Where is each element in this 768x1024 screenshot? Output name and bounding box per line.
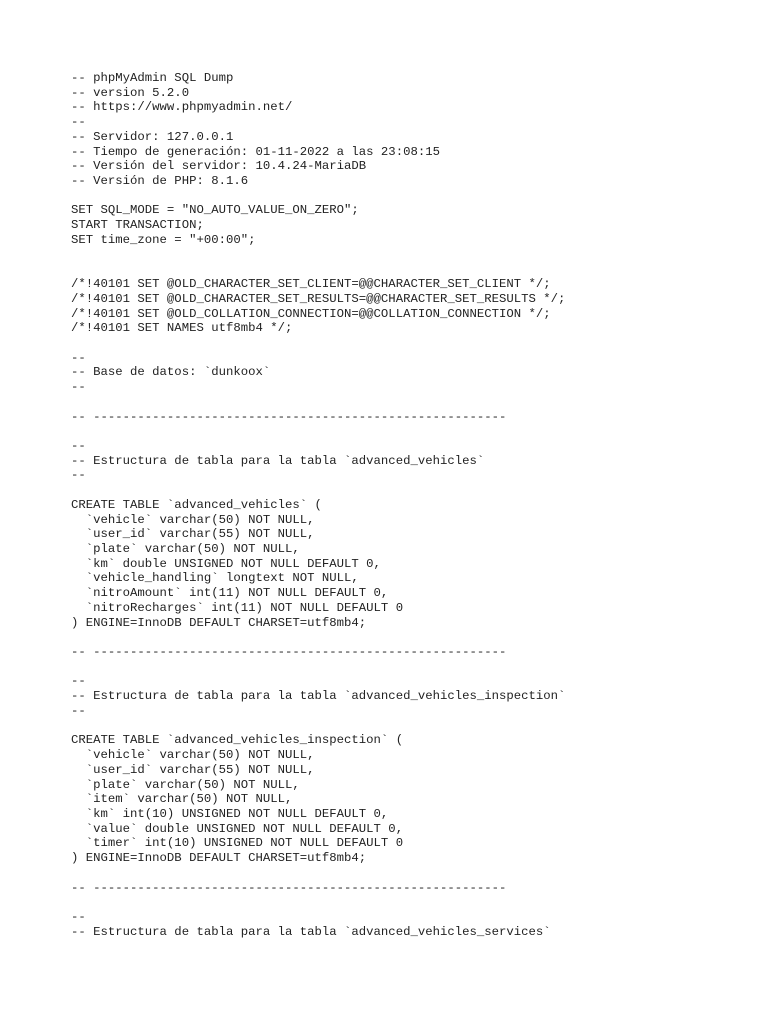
text-line: `km` int(10) UNSIGNED NOT NULL DEFAULT 0, [71, 806, 389, 821]
text-line: `vehicle` varchar(50) NOT NULL, [71, 748, 315, 763]
text-line [71, 424, 761, 439]
text-line: START TRANSACTION; [71, 218, 204, 233]
text-line: -- phpMyAdmin SQL Dump [71, 71, 234, 85]
text-line: `user_id` varchar(55) NOT NULL, [71, 527, 315, 542]
text-line: ) ENGINE=InnoDB DEFAULT CHARSET=utf8mb4; [71, 615, 367, 630]
text-line: -- -------------------------------------------------------- [71, 409, 507, 424]
text-line: -- https://www.phpmyadmin.net/ [71, 100, 293, 115]
text-line: SET time_zone = "+00:00"; [71, 232, 256, 247]
text-line: -- Versión de PHP: 8.1.6 [71, 174, 249, 189]
text-line: ) ENGINE=InnoDB DEFAULT CHARSET=utf8mb4; [71, 851, 367, 866]
text-line: -- [71, 909, 86, 924]
text-line: /*!40101 SET NAMES utf8mb4 */; [71, 321, 293, 336]
text-line: `plate` varchar(50) NOT NULL, [71, 777, 300, 792]
text-line: -- Tiempo de generación: 01-11-2022 a las 23:08:15 [71, 144, 440, 159]
text-line [71, 189, 761, 204]
sql-dump-page [71, 71, 761, 939]
text-line: /*!40101 SET @OLD_COLLATION_CONNECTION=@@COLLATION_CONNECTION */; [71, 306, 551, 321]
text-line: -- version 5.2.0 [71, 85, 190, 100]
text-line: `vehicle_handling` longtext NOT NULL, [71, 571, 359, 586]
text-line: -- [71, 468, 86, 483]
text-line [71, 336, 761, 351]
text-line: `user_id` varchar(55) NOT NULL, [71, 762, 315, 777]
text-line [71, 630, 761, 645]
text-line: -- Estructura de tabla para la tabla `advanced_vehicles_services` [71, 924, 551, 939]
text-line: -- Estructura de tabla para la tabla `advanced_vehicles_inspection` [71, 689, 566, 704]
text-line: -- Estructura de tabla para la tabla `advanced_vehicles` [71, 453, 485, 468]
text-line: -- [71, 703, 86, 718]
text-line: -- [71, 380, 86, 395]
text-line: -- Versión del servidor: 10.4.24-MariaDB [71, 159, 367, 174]
text-line: /*!40101 SET @OLD_CHARACTER_SET_RESULTS=@@CHARACTER_SET_RESULTS */; [71, 291, 566, 306]
text-line: -- [71, 350, 86, 365]
text-line: `item` varchar(50) NOT NULL, [71, 792, 293, 807]
text-line: -- [71, 674, 86, 689]
text-line: CREATE TABLE `advanced_vehicles` ( [71, 497, 322, 512]
text-line: -- [71, 115, 86, 130]
text-line: `vehicle` varchar(50) NOT NULL, [71, 512, 315, 527]
text-line: -- Base de datos: `dunkoox` [71, 365, 271, 380]
text-line [71, 395, 761, 410]
text-line: `timer` int(10) UNSIGNED NOT NULL DEFAULT 0 [71, 836, 404, 851]
text-line: -- Servidor: 127.0.0.1 [71, 129, 234, 144]
text-line [71, 262, 761, 277]
text-line: -- [71, 438, 86, 453]
text-line [71, 719, 761, 734]
text-line: /*!40101 SET @OLD_CHARACTER_SET_CLIENT=@@CHARACTER_SET_CLIENT */; [71, 277, 551, 292]
text-line: `km` double UNSIGNED NOT NULL DEFAULT 0, [71, 556, 381, 571]
text-line [71, 248, 761, 263]
text-line [71, 660, 761, 675]
text-line: `nitroRecharges` int(11) NOT NULL DEFAULT 0 [71, 600, 404, 615]
text-line: -- -------------------------------------------------------- [71, 880, 507, 895]
text-line [71, 483, 761, 498]
text-line: `plate` varchar(50) NOT NULL, [71, 542, 300, 556]
text-line [71, 895, 761, 910]
text-line: SET SQL_MODE = "NO_AUTO_VALUE_ON_ZERO"; [71, 203, 359, 218]
text-line [71, 866, 761, 881]
text-line: CREATE TABLE `advanced_vehicles_inspection` ( [71, 733, 404, 748]
text-line: `value` double UNSIGNED NOT NULL DEFAULT 0, [71, 821, 404, 836]
text-line: -- -------------------------------------------------------- [71, 645, 507, 660]
text-line: `nitroAmount` int(11) NOT NULL DEFAULT 0, [71, 586, 389, 601]
